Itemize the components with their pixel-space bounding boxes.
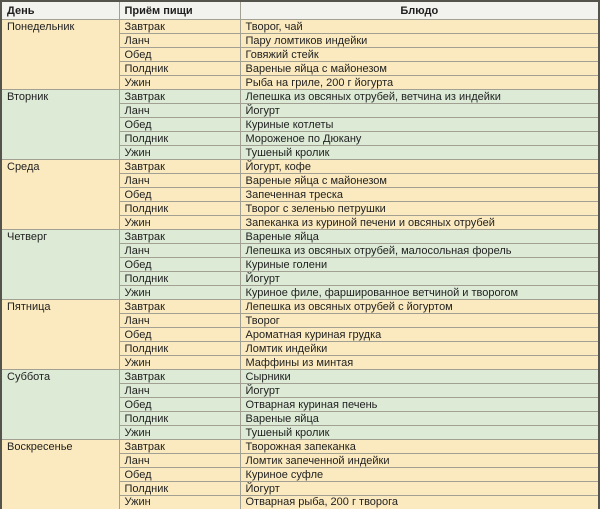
day-cell: Вторник <box>1 90 119 160</box>
dish-cell: Творог <box>240 314 599 328</box>
dish-cell: Пару ломтиков индейки <box>240 34 599 48</box>
meal-cell: Ланч <box>119 34 240 48</box>
dish-cell: Тушеный кролик <box>240 146 599 160</box>
header-row <box>1 1 599 20</box>
meal-cell: Ланч <box>119 384 240 398</box>
meal-cell: Завтрак <box>119 370 240 384</box>
dish-cell: Куриные котлеты <box>240 118 599 132</box>
day-cell: Среда <box>1 160 119 230</box>
dish-cell: Мороженое по Дюкану <box>240 132 599 146</box>
dish-cell: Маффины из минтая <box>240 356 599 370</box>
dish-cell: Куриное филе, фаршированное ветчиной и творогом <box>240 286 599 300</box>
meal-cell: Ланч <box>119 104 240 118</box>
meal-cell: Завтрак <box>119 20 240 34</box>
table-header <box>1 1 599 20</box>
table-row <box>1 20 599 34</box>
dish-cell: Творог с зеленью петрушки <box>240 202 599 216</box>
meal-cell: Обед <box>119 118 240 132</box>
dish-cell: Сырники <box>240 370 599 384</box>
meal-cell: Полдник <box>119 412 240 426</box>
dish-cell: Куриное суфле <box>240 468 599 482</box>
meal-cell: Ужин <box>119 146 240 160</box>
dish-cell: Лепешка из овсяных отрубей, малосольная форель <box>240 244 599 258</box>
dish-cell: Запеченная треска <box>240 188 599 202</box>
day-cell: Понедельник <box>1 20 119 90</box>
dish-cell: Творог, чай <box>240 20 599 34</box>
table-row <box>1 300 599 314</box>
meal-cell: Обед <box>119 468 240 482</box>
dish-cell: Творожная запеканка <box>240 440 599 454</box>
dish-cell: Отварная рыба, 200 г творога <box>240 496 599 509</box>
dish-cell: Лепешка из овсяных отрубей, ветчина из индейки <box>240 90 599 104</box>
dish-cell: Тушеный кролик <box>240 426 599 440</box>
day-cell: Пятница <box>1 300 119 370</box>
day-cell: Четверг <box>1 230 119 300</box>
meal-cell: Ужин <box>119 496 240 509</box>
meal-cell: Полдник <box>119 342 240 356</box>
meal-cell: Обед <box>119 398 240 412</box>
meal-cell: Завтрак <box>119 90 240 104</box>
table-row <box>1 230 599 244</box>
meal-cell: Обед <box>119 258 240 272</box>
meal-cell: Ужин <box>119 286 240 300</box>
table-row <box>1 440 599 454</box>
meal-cell: Полдник <box>119 482 240 496</box>
meal-cell: Полдник <box>119 132 240 146</box>
dish-cell: Вареные яйца с майонезом <box>240 62 599 76</box>
dish-cell: Йогурт <box>240 384 599 398</box>
meal-cell: Завтрак <box>119 230 240 244</box>
meal-cell: Ланч <box>119 244 240 258</box>
meal-cell: Ланч <box>119 454 240 468</box>
meal-cell: Ужин <box>119 426 240 440</box>
dish-cell: Куриные голени <box>240 258 599 272</box>
header-meal: Приём пищи <box>119 1 240 20</box>
dish-cell: Вареные яйца <box>240 412 599 426</box>
meal-cell: Ужин <box>119 76 240 90</box>
dish-cell: Йогурт, кофе <box>240 160 599 174</box>
dish-cell: Рыба на гриле, 200 г йогурта <box>240 76 599 90</box>
header-day: День <box>1 1 119 20</box>
meal-cell: Завтрак <box>119 300 240 314</box>
meal-cell: Завтрак <box>119 440 240 454</box>
dish-cell: Запеканка из куриной печени и овсяных отрубей <box>240 216 599 230</box>
meal-cell: Ужин <box>119 216 240 230</box>
table-row <box>1 90 599 104</box>
day-cell: Суббота <box>1 370 119 440</box>
dish-cell: Йогурт <box>240 482 599 496</box>
menu-table-body <box>1 20 599 509</box>
meal-cell: Полдник <box>119 272 240 286</box>
meal-cell: Ланч <box>119 314 240 328</box>
meal-cell: Полдник <box>119 62 240 76</box>
dish-cell: Ломтик запеченной индейки <box>240 454 599 468</box>
dish-cell: Йогурт <box>240 104 599 118</box>
dish-cell: Лепешка из овсяных отрубей с йогуртом <box>240 300 599 314</box>
dish-cell: Ломтик индейки <box>240 342 599 356</box>
meal-cell: Ужин <box>119 356 240 370</box>
dish-cell: Отварная куриная печень <box>240 398 599 412</box>
header-dish: Блюдо <box>240 1 599 20</box>
dish-cell: Ароматная куриная грудка <box>240 328 599 342</box>
table-row <box>1 160 599 174</box>
dish-cell: Йогурт <box>240 272 599 286</box>
meal-cell: Обед <box>119 188 240 202</box>
day-cell: Воскресенье <box>1 440 119 509</box>
meal-cell: Обед <box>119 328 240 342</box>
table-row <box>1 370 599 384</box>
meal-cell: Ланч <box>119 174 240 188</box>
dish-cell: Вареные яйца <box>240 230 599 244</box>
meal-cell: Завтрак <box>119 160 240 174</box>
dish-cell: Говяжий стейк <box>240 48 599 62</box>
meal-cell: Обед <box>119 48 240 62</box>
meal-cell: Полдник <box>119 202 240 216</box>
dish-cell: Вареные яйца с майонезом <box>240 174 599 188</box>
